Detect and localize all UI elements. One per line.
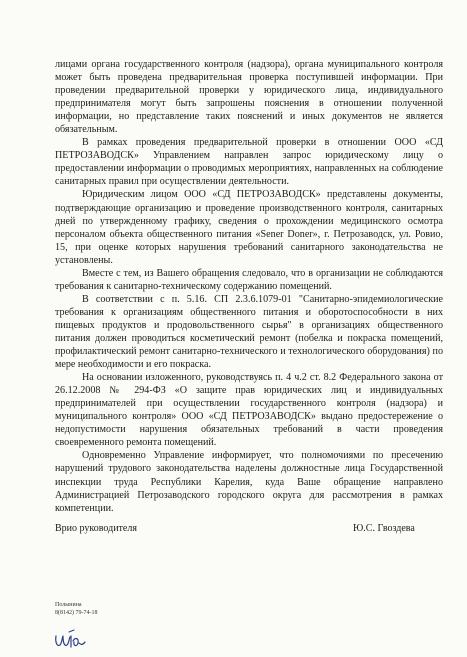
paragraph-warning-issued: На основании изложенного, руководствуясь п. 4 ч.2 ст. 8.2 Федерального закона от 26.12.2008 № 294-ФЗ «О защите прав юридических лиц и индивидуальных предпринимателей при осуществлении государственного контроля (надзора) и муниципального контроля» ООО «СД ПЕТРОЗАВОДСК» выдано предостережение о недопустимости нарушения обязательных требований в части проведения своевременного ремонта помещений. — [55, 372, 443, 449]
letter-body — [55, 58, 443, 515]
executor-info — [55, 601, 98, 617]
executor-name: Полынина — [55, 602, 82, 608]
signatory-role: Врио руководителя — [55, 523, 137, 534]
paragraph-inquiry: В рамках проведения предварительной проверки в отношении ООО «СД ПЕТРОЗАВОДСК» Управлением направлен запрос юридическому лицу о предоставлении информации о проводимых мероприятиях, направленных на соблюдение санитарных правил при осуществлении деятельности. — [55, 137, 443, 188]
paragraph-complaint: Вместе с тем, из Вашего обращения следовало, что в организации не соблюдаются требования к санитарно-техническому содержанию помещений. — [55, 267, 443, 292]
paragraph-sanitary-rules: В соответствии с п. 5.16. СП 2.3.6.1079-01 "Санитарно-эпидемиологические требования к организациям общественного питания и оборотоспособности в них пищевых продуктов и продовольственного сырья" в организациях общественного питания должен проводиться косметический ремонт (побелка и покраска помещений, профилактический ремонт санитарно-технического и технологического оборудования) по мере необходимости и его покраска. — [55, 293, 443, 371]
paragraph-labor-inspection: Одновременно Управление информирует, что полномочиями по пресечению нарушений трудового законодательства наделены должностные лица Государственной инспекции труда Республики Карелия, куда Ваше обращение направлено Администрацией Петрозаводского городского округа для рассмотрения в рамках компетенции. — [55, 450, 443, 514]
paragraph-preliminary-check: лицами органа государственного контроля (надзора), органа муниципального контроля может быть проведена предварительная проверка поступившей информации. При проведении предварительной проверки у юридического лица, индивидуального предпринимателя могут быть запрошены пояснения в отношении полученной информации, но представление таких пояснений и иных документов не является обязательным. — [55, 59, 443, 136]
executor-phone: 8(8142) 79-74-18 — [55, 610, 98, 616]
paragraph-documents: Юридическим лицом ООО «СД ПЕТРОЗАВОДСК» представлены документы, подтверждающие организацию и проведение производственного контроля, санитарных дней по утвержденному графику, сведения о прохождении медицинского осмотра персоналом объекта общественного питания «Sener Doner», г. Петрозаводск, ул. Ровио, 15, при оценке которых нарушения требований санитарного законодательства не установлены. — [55, 189, 443, 266]
handwritten-initials — [52, 626, 88, 657]
signatory-name: Ю.С. Гвоздева — [353, 523, 415, 534]
initials-scribble-icon — [52, 626, 88, 652]
